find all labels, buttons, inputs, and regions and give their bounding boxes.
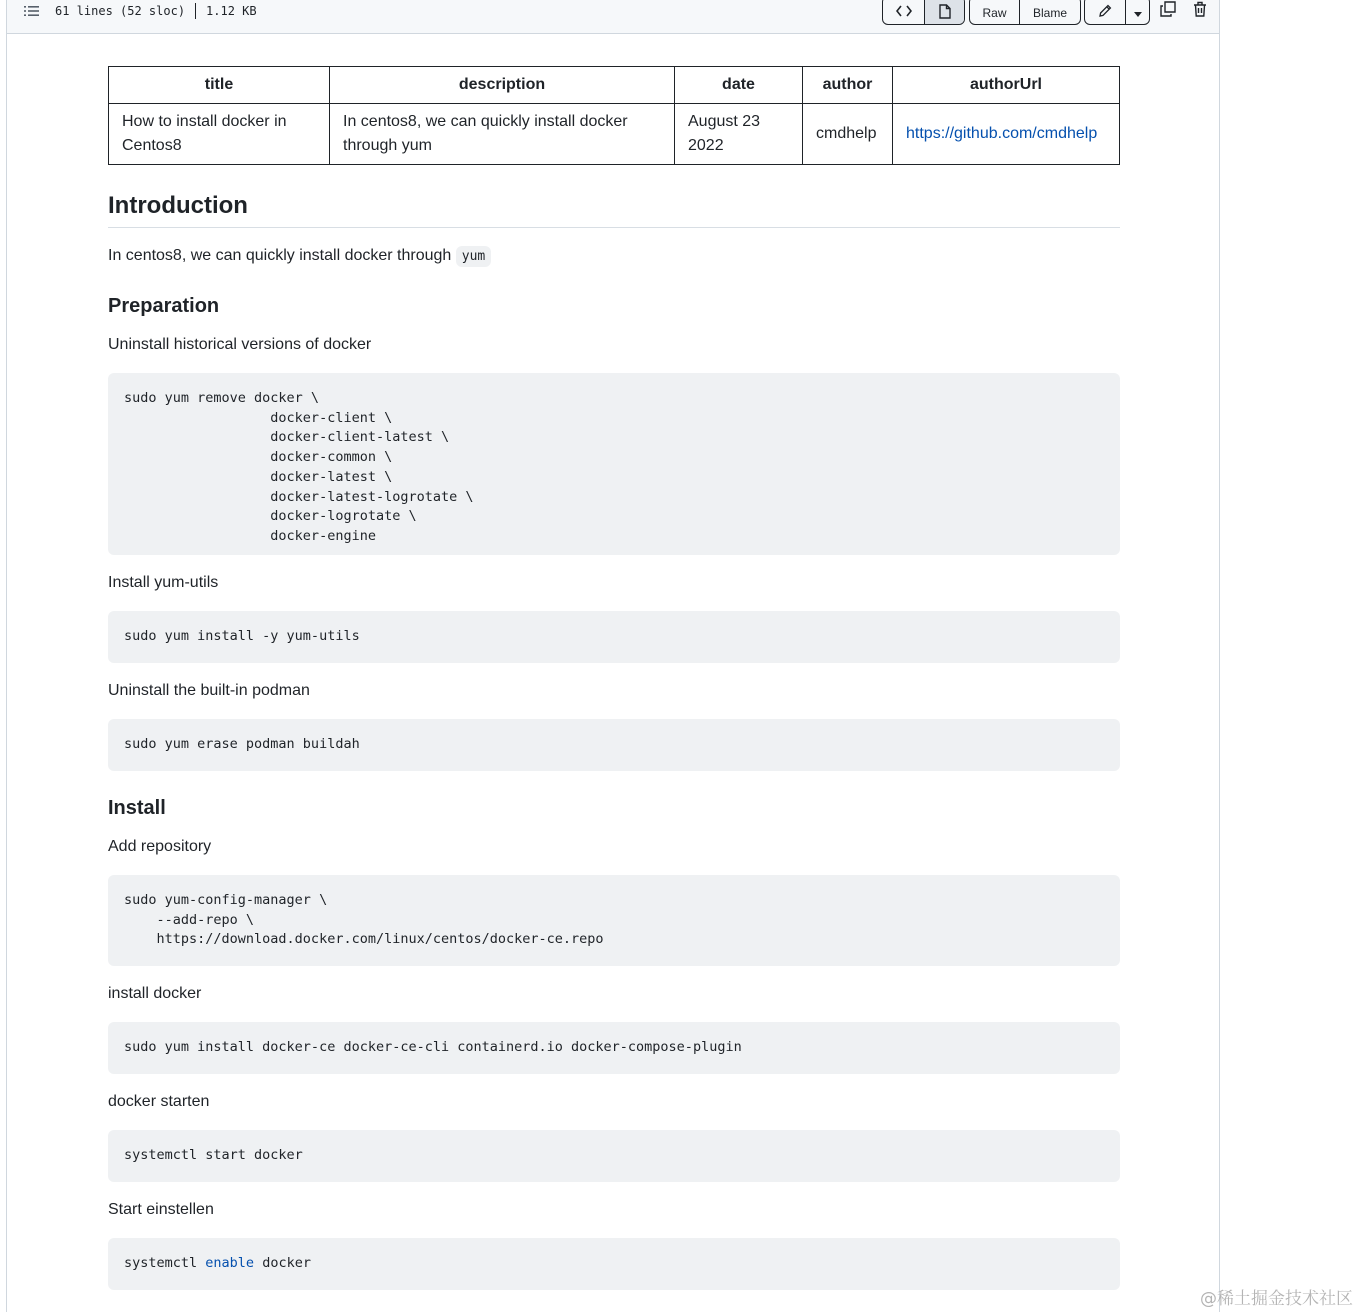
table-header: date [675,67,803,104]
preview-button[interactable] [924,0,964,24]
edit-group [1084,0,1150,25]
code-block: sudo yum remove docker \ docker-client \ docker-client-latest \ docker-common \ docker-latest \ docker-latest-logrotate \ docker-logrotate \ docker-engine [108,373,1120,555]
code-keyword: enable [205,1255,255,1271]
triangle-down-icon [1134,6,1142,20]
table-header-row [109,67,1120,104]
divider [195,3,196,19]
file-icon [939,4,951,22]
edit-menu-button[interactable] [1125,0,1149,24]
title-cell: How to install docker in Centos8 [109,104,330,165]
code-block [108,1238,1120,1290]
markdown-body [108,66,1120,1290]
author-url-cell [893,104,1120,165]
blame-button[interactable]: Blame [1019,0,1080,24]
code-icon [896,5,912,20]
copy-icon[interactable] [1159,0,1177,18]
paragraph: Install yum-utils [108,574,219,591]
file-size: 1.12 KB [206,4,257,18]
table-row [109,104,1120,165]
code-argument: docker [262,1255,311,1271]
paragraph: Uninstall the built-in podman [108,682,310,699]
line-count: 61 lines (52 sloc) [55,4,186,18]
trash-icon[interactable] [1191,0,1209,18]
code-block: sudo yum install -y yum-utils [108,611,1120,663]
intro-paragraph [108,244,1120,269]
heading-install: Install [108,797,166,819]
file-info [55,2,257,20]
table-header: author [803,67,893,104]
list-unordered-icon[interactable] [23,3,41,19]
view-toggle [882,0,965,25]
table-header: description [330,67,675,104]
file-header [7,0,1219,34]
edit-button[interactable] [1085,0,1125,24]
code-block: sudo yum erase podman buildah [108,719,1120,771]
file-viewer [6,0,1220,1312]
raw-blame-group [969,0,1081,25]
description-cell: In centos8, we can quickly install docker through yum [330,104,675,165]
heading-introduction: Introduction [108,193,1120,228]
watermark: @稀土掘金技术社区 [1200,1289,1353,1309]
author-url-link[interactable]: https://github.com/cmdhelp [906,125,1098,142]
front-matter-table [108,66,1120,165]
author-cell: cmdhelp [803,104,893,165]
code-block: sudo yum install docker-ce docker-ce-cli containerd.io docker-compose-plugin [108,1022,1120,1074]
raw-button[interactable]: Raw [982,5,1007,20]
paragraph: docker starten [108,1093,210,1110]
table-header: title [109,67,330,104]
intro-text: In centos8, we can quickly install docker through [108,247,452,264]
code-view-button[interactable] [883,0,924,24]
code-command: systemctl [124,1255,198,1271]
inline-code: yum [456,246,491,267]
heading-preparation: Preparation [108,295,220,317]
paragraph: install docker [108,985,202,1002]
pencil-icon [1098,4,1112,21]
paragraph: Uninstall historical versions of docker [108,336,372,353]
code-block: systemctl start docker [108,1130,1120,1182]
paragraph: Add repository [108,838,212,855]
code-block: sudo yum-config-manager \ --add-repo \ https://download.docker.com/linux/centos/docker-ce.repo [108,875,1120,966]
date-cell: August 23 2022 [675,104,803,165]
table-header: authorUrl [893,67,1120,104]
paragraph: Start einstellen [108,1201,214,1218]
